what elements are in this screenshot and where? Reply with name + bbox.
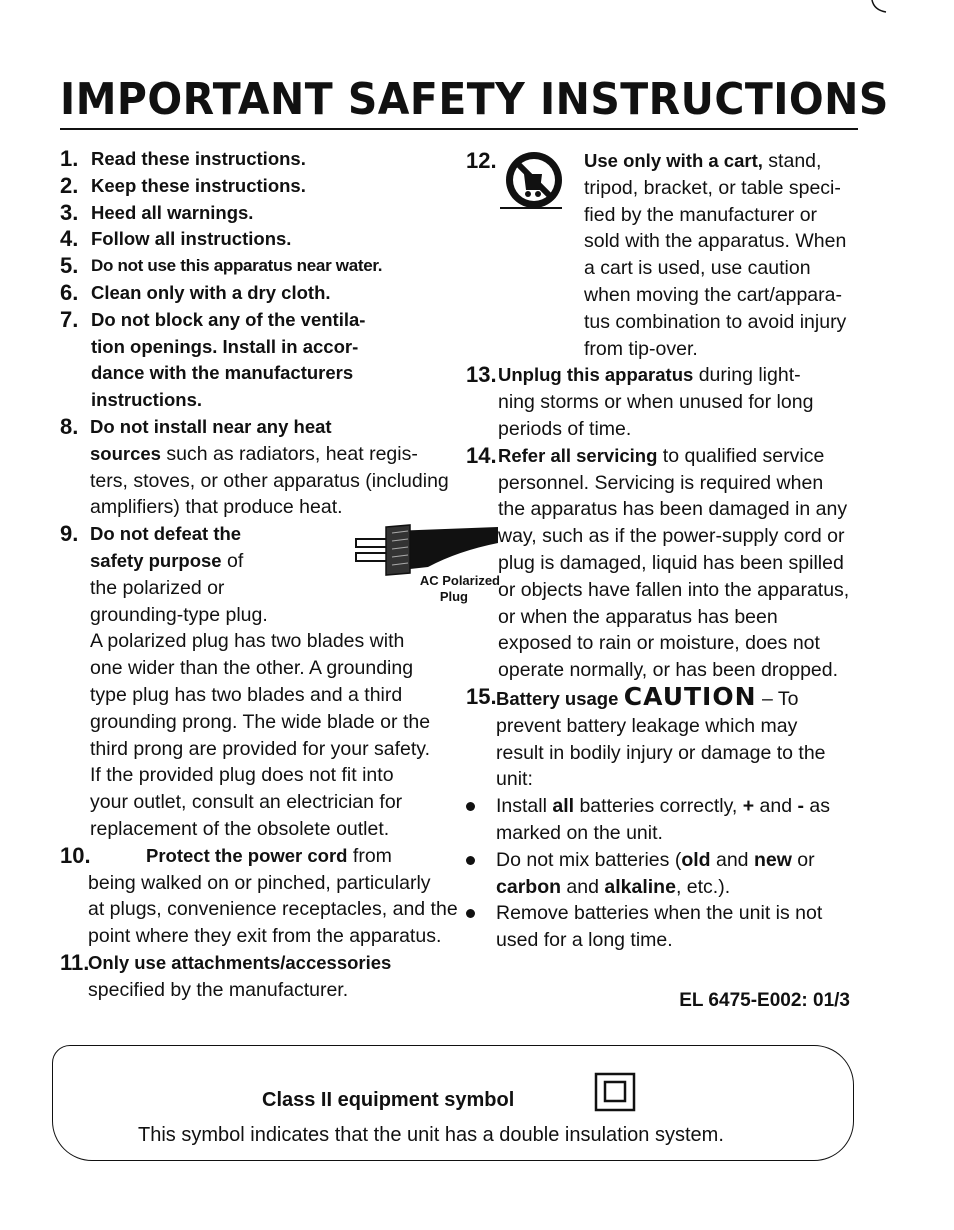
bullet-install-batteries: Install all batteries correctly, + and - as marked on the unit. [466,793,866,847]
instruction-6: 6. Clean only with a dry cloth. [60,279,331,305]
left-column [60,146,500,1004]
bullet-icon [466,856,475,865]
ac-polarized-plug-figure: AC Polarized Plug [348,521,500,611]
instruction-1: 1. Read these instructions. [60,146,306,171]
instruction-8: 8. Do not install near any heat sources such as radiators, heat regis- ters, stoves, or other apparatus (including amplifiers) that produce heat. [60,413,449,519]
instruction-13: 13. Unplug this apparatus during light- ning storms or when unused for long periods of time. [466,362,814,440]
bullet-icon [466,909,475,918]
corner-mark [870,0,890,14]
instruction-10: 10. Protect the power cord from being walked on or pinched, particularly at plugs, convenience receptacles, and the point where they exit from the apparatus. [60,842,458,948]
bullet-remove-batteries: Remove batteries when the unit is not used for a long time. [466,900,866,954]
class-ii-title: Class II equipment symbol [262,1089,515,1111]
document-code: EL 6475-E002: 01/3 [679,990,850,1011]
instruction-15: 15. Battery usage CAUTION – To prevent battery leakage which may result in bodily injury or damage to the unit: [466,681,826,791]
class-ii-description: This symbol indicates that the unit has a double insulation system. [138,1124,724,1146]
instruction-7: 7. Do not block any of the ventila- tion openings. Install in accor- dance with the manufacturers instructions. [60,306,366,411]
instruction-9: 9. Do not defeat the safety purpose of the polarized or grounding-type plug. AC Polarized Plug A polarized plug has two blades with one wider than the other. A grounding type plug has two blades and a third grounding prong. The wide blade or the third prong are provided for your safety. If the provided plug does not fit into your outlet, consult an electrician for replacement of the obsolete outlet. [60,521,500,840]
class-ii-symbol-icon [594,1072,636,1112]
right-column [466,146,866,954]
caution-label: CAUTION [623,681,757,711]
page-title: IMPORTANT SAFETY INSTRUCTIONS [60,74,889,125]
instruction-3: 3. Heed all warnings. [60,199,254,225]
bullet-icon [466,802,475,811]
instruction-2: 2. Keep these instructions. [60,172,306,198]
instruction-5: 5. Do not use this apparatus near water. [60,253,383,279]
instruction-11: 11. Only use attachments/accessories specified by the manufacturer. [60,949,392,1001]
cart-warning-icon [496,146,566,216]
bullet-do-not-mix: Do not mix batteries (old and new or carbon and alkaline, etc.). [466,847,866,901]
instruction-4: 4. Follow all instructions. [60,226,292,252]
instruction-12: 12. Use only with a cart, stand, tripod, bracket, or table speci- fied by the manufacturer or sold with the apparatus. When a cart is used, use caution when moving the cart/appara- tus combination to avoid injury from tip-over. [466,148,847,360]
title-rule [60,128,858,130]
instruction-14: 14. Refer all servicing to qualified service personnel. Servicing is required when the apparatus has been damaged in any way, such as if the power-supply cord or plug is damaged, liquid has been spilled or objects have fallen into the apparatus, or when the apparatus has been exposed to rain or moisture, does not operate normally, or has been dropped. [466,442,850,682]
